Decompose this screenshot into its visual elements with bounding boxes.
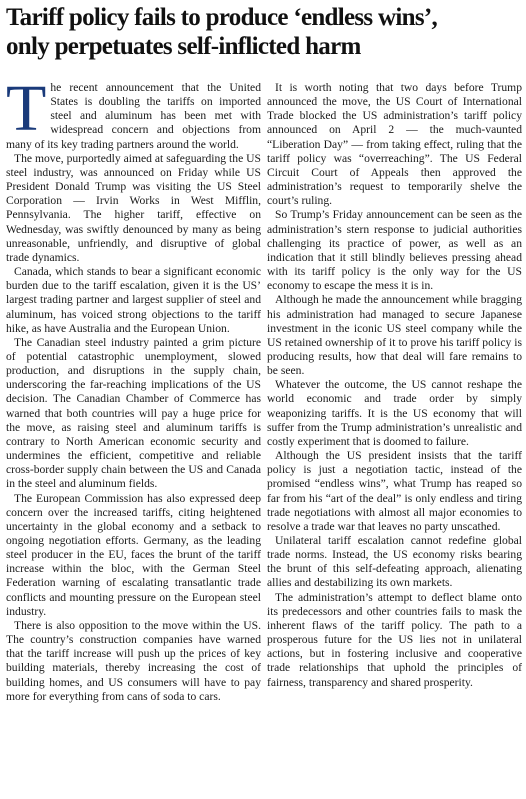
right-column [267,81,522,690]
body-paragraph: The European Commission has also expressed deep concern over the increased tariffs, citing heightened uncertainty in the global economy and a setback to ongoing negotiation efforts. Germany, as the leading steel producer in the EU, faces the brunt of the tariff increase within the bloc, with the German Steel Federation warning of escalating transatlantic trade conflicts and mounting pressure on the European steel industry. [6,491,261,618]
body-paragraph: The Canadian steel industry painted a grim picture of potential catastrophic unemployment, slowed production, and disruptions in the supply chain, underscoring the far-reaching implications of the US decision. The Canadian Chamber of Commerce has warned that both countries will pay a huge price for the move, as raising steel and aluminum tariffs is contrary to North American economic security and undermines the efficient, competitive and reliable cross-border supply chain between the US and Canada in the steel and aluminum fields. [6,335,261,491]
drop-cap: T [6,72,47,145]
lead-paragraph [6,72,261,152]
body-paragraph: Although the US president insists that the tariff policy is just a negotiation tactic, instead of the promised “endless wins”, what Trump has reaped so far from his “art of the deal” is only endless and tiring trade negotiations with almost all major economies to resolve a trade war that leaves no party unscathed. [267,449,522,533]
headline [6,3,522,61]
headline-line-1: Tariff policy fails to produce ‘endless wins’, [6,4,438,31]
body-paragraph: So Trump’s Friday announcement can be seen as the administration’s stern response to judicial authorities challenging its practice of power, as well as an indication that it still blindly believes pressing ahead with its tariff policy is the only way for the US economy to escape the mess it is in. [267,208,522,293]
body-paragraph: There is also opposition to the move within the US. The country’s construction companies have warned that the tariff increase will push up the prices of key building materials, thereby increasing the cost of building homes, and US consumers will have to pay more for everything from cans of soda to cars. [6,618,261,703]
body-paragraph: Canada, which stands to bear a significant economic burden due to the tariff escalation, given it is the US’ largest trading partner and largest supplier of steel and aluminum, has voiced strong objections to the tariff hike, as have Australia and the European Union. [6,265,261,335]
body-paragraph: The move, purportedly aimed at safeguarding the US steel industry, was announced on Friday while US President Donald Trump was visiting the US Steel Corporation — Irvin Works in West Mifflin, Pennsylvania. The higher tariff, effective on Wednesday, was swiftly denounced by many as being unreasonable, unfriendly, and disruptive of global trade dynamics. [6,151,261,264]
left-column [6,72,261,704]
headline-line-2: only perpetuates self-inflicted harm [6,33,361,60]
body-paragraph: Although he made the announcement while bragging his administration had managed to secure Japanese investment in the iconic US steel company while the US retained ownership of it to prove his tariff policy is producing results, how that deal will fare remains to be seen. [267,293,522,378]
body-paragraph: Unilateral tariff escalation cannot redefine global trade norms. Instead, the US economy risks bearing the brunt of this self-defeating approach, alienating allies and destabilizing its own markets. [267,534,522,590]
body-paragraph: The administration’s attempt to deflect blame onto its predecessors and other countries fails to mask the inherent flaws of the tariff policy. The path to a prosperous future for the US lies not in unilateral actions, but in fostering inclusive and cooperative trade relationships that uphold the principles of fairness, transparency and shared prosperity. [267,590,522,689]
body-paragraph: It is worth noting that two days before Trump announced the move, the US Court of International Trade blocked the US administration’s tariff policy announced on April 2 — the much-vaunted “Liberation Day” — from taking effect, ruling that the tariff policy was “overreaching”. The US Federal Circuit Court of Appeals then approved the administration’s request to temporarily shelve the court’s ruling. [267,81,522,208]
body-paragraph: Whatever the outcome, the US cannot reshape the world economic and trade order by simply weaponizing tariffs. It is the US economy that will suffer from the Trump administration’s unrealistic and costly experiment that is doomed to failure. [267,378,522,448]
lead-paragraph-text: he recent announcement that the United States is doubling the tariffs on imported steel and aluminum has been met with widespread concern and objections from many of its key trading partners around the world. [6,81,261,151]
